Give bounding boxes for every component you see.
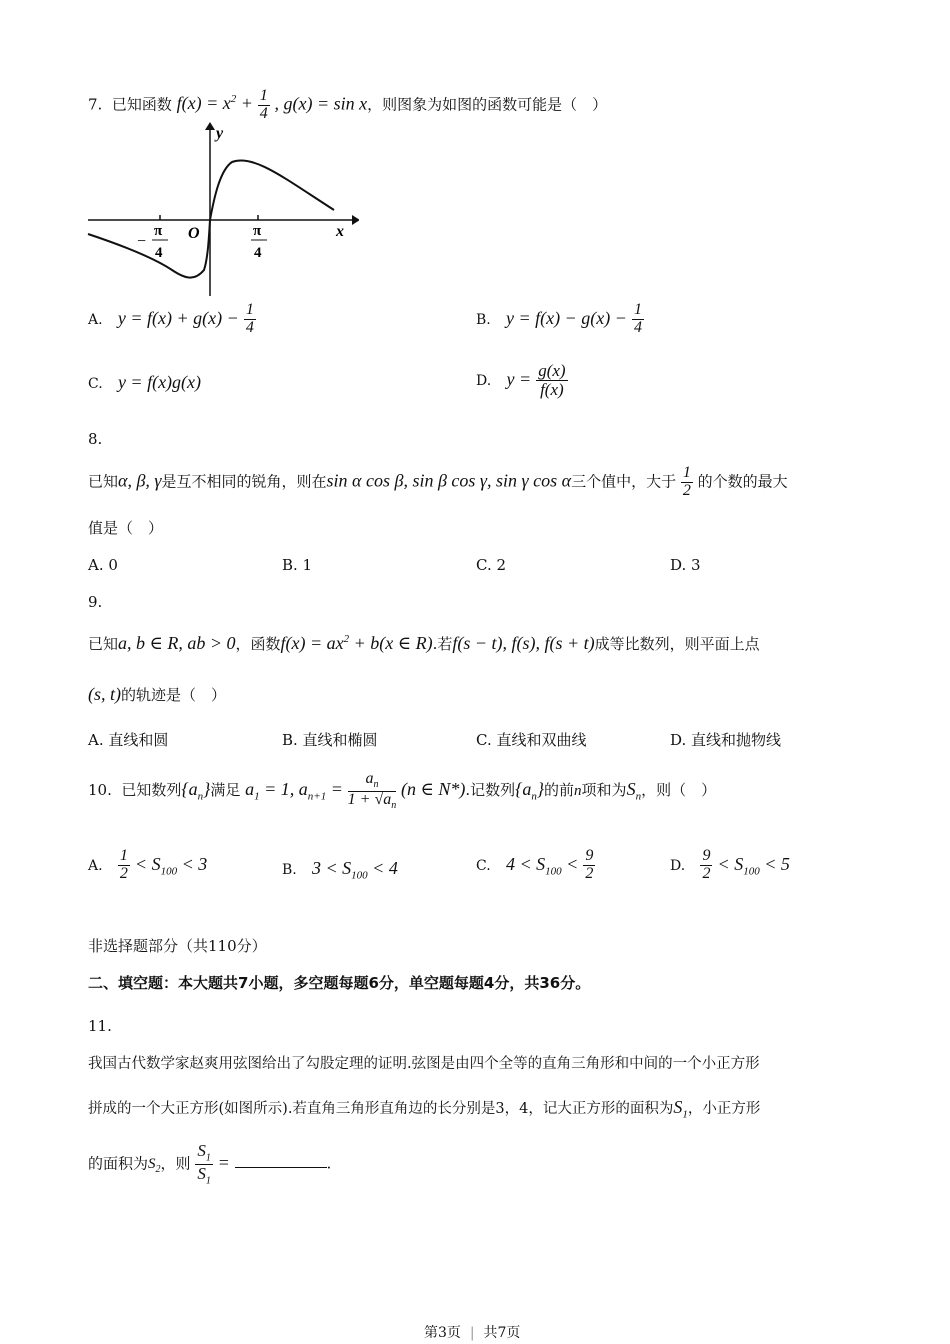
q10-option-c[interactable]: C. $4 < S_{100}$ < $\frac{9}{2}$ [476,847,594,882]
q9-option-d[interactable]: D. 直线和抛物线 [670,731,782,749]
origin-label: O [188,225,200,242]
q11-line1: 我国古代数学家赵爽用弦图给出了勾股定理的证明.弦图是由四个全等的直角三角形和中间的一个小正方形 [88,1056,760,1072]
x-axis-label: x [336,223,344,240]
nonchoice-label: 非选择题部分（共110分） [88,937,267,955]
q9-option-a[interactable]: A. 直线和圆 [88,731,169,749]
q9-stem-line2: (s, t)的轨迹是（ ） [88,684,227,704]
q7-stem: 7. 已知函数 $f(x) = x^2$ + $\frac{1}{4}$ , g(x) = sin x，则图象为如图的函数可能是（ ） [88,87,608,122]
q7-option-d[interactable]: D. y = $\frac{g(x)}{f(x)}$ [476,361,566,399]
q10-stem: 10. 已知数列$\{a_n\}$满足 $a_1 = 1$, $a_{n+1}$ = $\frac{a_n}{1 + √a_n}$ (n ∈ N*).记数列$\{a_n\}$的前n项和为$S_n$，则（ ） [88,770,717,811]
q8-option-c[interactable]: C. 2 [476,556,507,574]
q8-stem-line2: 值是（ ） [88,519,164,537]
q7-option-b[interactable]: B. y = f(x) − g(x) − $\frac{1}{4}$ [476,301,642,336]
x-axis-arrow [352,215,359,225]
q7-option-c[interactable]: C. y = f(x)g(x) [88,372,202,392]
q11-number: 11. [88,1017,112,1035]
neg-tick-den: 4 [155,245,163,261]
q10-option-d[interactable]: D. $\frac{9}{2}$ < $S_{100} < 5$ [670,847,790,882]
neg-tick-sign: − [137,233,147,250]
q10-option-b[interactable]: B. $3 < S_{100} < 4$ [282,858,398,882]
q11-line3: 的面积为$S_2$，则 $\frac{S_1}{S_1}$ = . [88,1141,332,1187]
section-heading: 二、填空题：本大题共7小题，多空题每题6分，单空题每题4分，共36分。 [88,974,591,992]
q7-option-a[interactable]: A. y = f(x) + g(x) − $\frac{1}{4}$ [88,301,254,336]
answer-blank[interactable] [235,1153,327,1168]
q8-option-b[interactable]: B. 1 [282,556,313,574]
y-axis-label: y [216,125,224,142]
page-number: 第3页 [424,1325,461,1341]
page-total: 共7页 [483,1325,521,1341]
q9-stem-line1: 已知a, b ∈ R, ab > 0，函数$f(x) = ax^2 + b(x$ ∈ R).若f(s − t), f(s), f(s + t)成等比数列，则平面上点 [88,633,760,653]
q9-option-c[interactable]: C. 直线和双曲线 [476,731,587,749]
function-curve [88,160,334,277]
q8-stem-line1: 已知α, β, γ是互不相同的锐角，则在sin α cos β, sin β cos γ, sin γ cos α三个值中，大于 $\frac{1}{2}$ 的个数的最大 [88,464,788,499]
q8-number: 8. [88,430,103,448]
q9-number: 9. [88,593,103,611]
q7-function-graph [84,118,359,298]
q8-option-d[interactable]: D. 3 [670,556,701,574]
q8-option-a[interactable]: A. 0 [88,556,118,574]
q9-option-b[interactable]: B. 直线和椭圆 [282,731,378,749]
y-axis-arrow [205,122,215,130]
neg-tick-num: π [154,223,163,239]
q11-line2: 拼成的一个大正方形(如图所示).若直角三角形直角边的长分别是3，4，记大正方形的面积为$S_1$，小正方形 [88,1097,761,1121]
footer-separator: | [469,1325,475,1341]
page-footer [424,1322,520,1342]
pos-tick-num: π [253,223,262,239]
pos-tick-den: 4 [254,245,262,261]
q10-option-a[interactable]: A. $\frac{1}{2}$ < $S_{100} < 3$ [88,847,208,882]
